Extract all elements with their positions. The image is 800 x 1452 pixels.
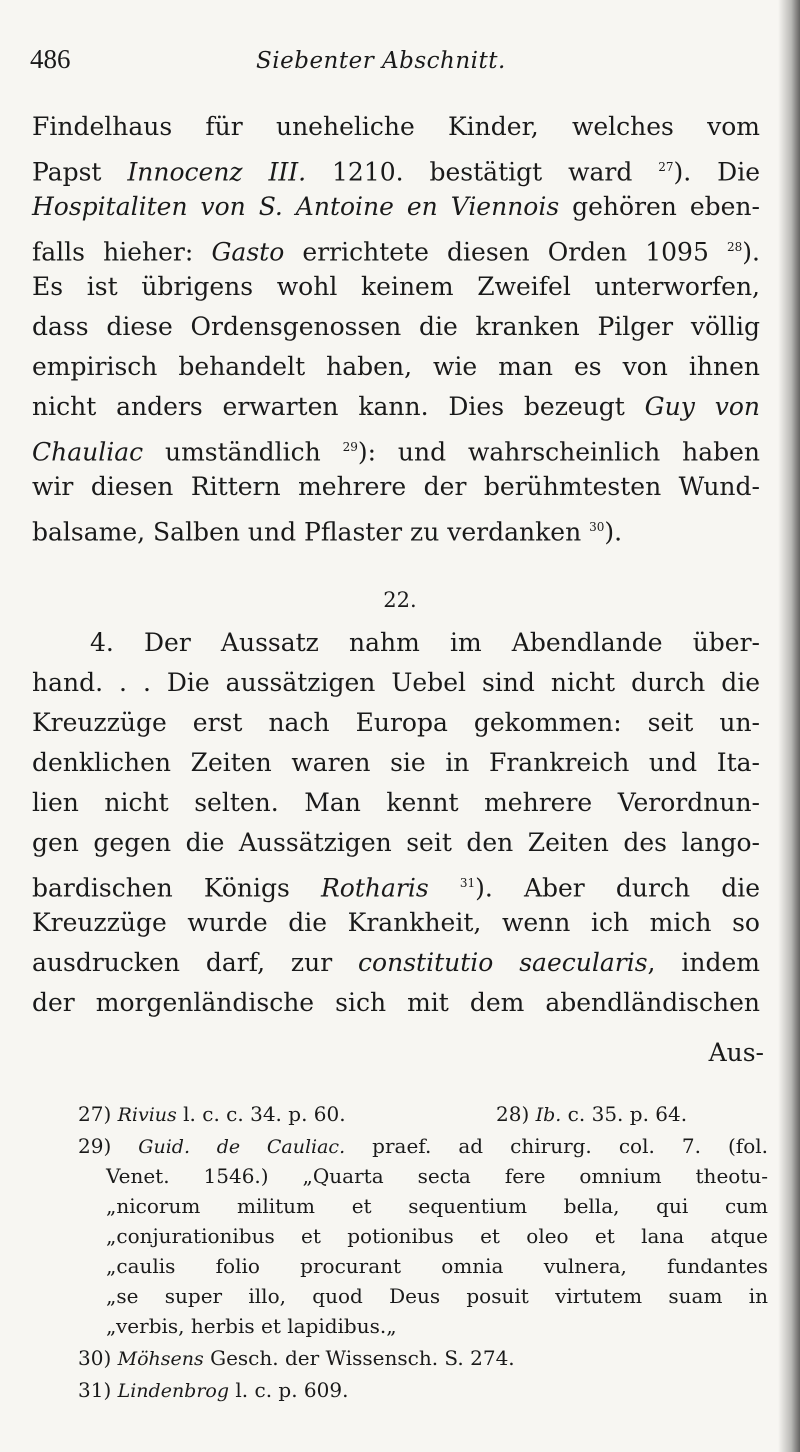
footnote-29: 29) Guid. de Cauliac. praef. ad chirurg. col. 7. (fol.: [78, 1134, 768, 1158]
text-line: denklichen Zeiten waren sie in Frankreich und Ita-: [32, 748, 760, 777]
footnote-line: Venet. 1546.) „Quarta secta fere omnium theotu-: [106, 1164, 768, 1188]
text-line: ausdrucken darf, zur constitutio saecularis, indem: [32, 948, 760, 977]
page-edge-shadow: [778, 0, 800, 1452]
footnote-line: „se super illo, quod Deus posuit virtutem suam in: [106, 1284, 768, 1308]
text-line: gen gegen die Aussätzigen seit den Zeiten des lango-: [32, 828, 760, 857]
footnote-28: 28) Ib. c. 35. p. 64.: [496, 1102, 688, 1126]
footnote-line: „caulis folio procurant omnia vulnera, fundantes: [106, 1254, 768, 1278]
text-line: Kreuzzüge erst nach Europa gekommen: seit un-: [32, 708, 760, 737]
footnote-line: „verbis, herbis et lapidibus.„: [106, 1314, 397, 1338]
text-line: der morgenländische sich mit dem abendländischen: [32, 988, 760, 1017]
text-line: balsame, Salben und Pflaster zu verdanken $^{30}$).: [32, 517, 623, 547]
running-head: Siebenter Abschnitt.: [256, 48, 506, 74]
text-line: lien nicht selten. Man kennt mehrere Verordnun-: [32, 788, 760, 817]
text-line: 4. Der Aussatz nahm im Abendlande über-: [90, 628, 760, 657]
text-line: bardischen Königs Rotharis $^{31}$). Aber durch die: [32, 873, 760, 903]
text-line: Kreuzzüge wurde die Krankheit, wenn ich mich so: [32, 908, 760, 937]
text-line: Papst Innocenz III. 1210. bestätigt ward $^{27}$). Die: [32, 157, 760, 187]
page-number: 486: [30, 44, 71, 74]
text-line: Es ist übrigens wohl keinem Zweifel unterworfen,: [32, 272, 760, 301]
text-line: empirisch behandelt haben, wie man es von ihnen: [32, 352, 760, 381]
text-line: falls hieher: Gasto errichtete diesen Orden 1095 $^{28}$).: [32, 237, 760, 267]
text-line: dass diese Ordensgenossen die kranken Pilger völlig: [32, 312, 760, 341]
footnote-line: „conjurationibus et potionibus et oleo et lana atque: [106, 1224, 768, 1248]
section-number: 22.: [383, 588, 417, 612]
text-line: nicht anders erwarten kann. Dies bezeugt Guy von: [32, 392, 760, 421]
text-line: Hospitaliten von S. Antoine en Viennois gehören eben-: [32, 192, 760, 221]
text-line: hand. . . Die aussätzigen Uebel sind nicht durch die: [32, 668, 760, 697]
footnote-30: 30) Möhsens Gesch. der Wissensch. S. 274.: [78, 1346, 515, 1370]
footnote-31: 31) Lindenbrog l. c. p. 609.: [78, 1378, 349, 1402]
text-line: wir diesen Rittern mehrere der berühmtesten Wund-: [32, 472, 760, 501]
footnote-27: 27) Rivius l. c. c. 34. p. 60.: [78, 1102, 346, 1126]
text-line: Findelhaus für uneheliche Kinder, welches vom: [32, 112, 760, 141]
footnote-line: „nicorum militum et sequentium bella, qui cum: [106, 1194, 768, 1218]
catchword: Aus-: [708, 1038, 764, 1067]
page-header: [30, 44, 760, 84]
text-line: Chauliac umständlich $^{29}$): und wahrscheinlich haben: [32, 437, 760, 467]
